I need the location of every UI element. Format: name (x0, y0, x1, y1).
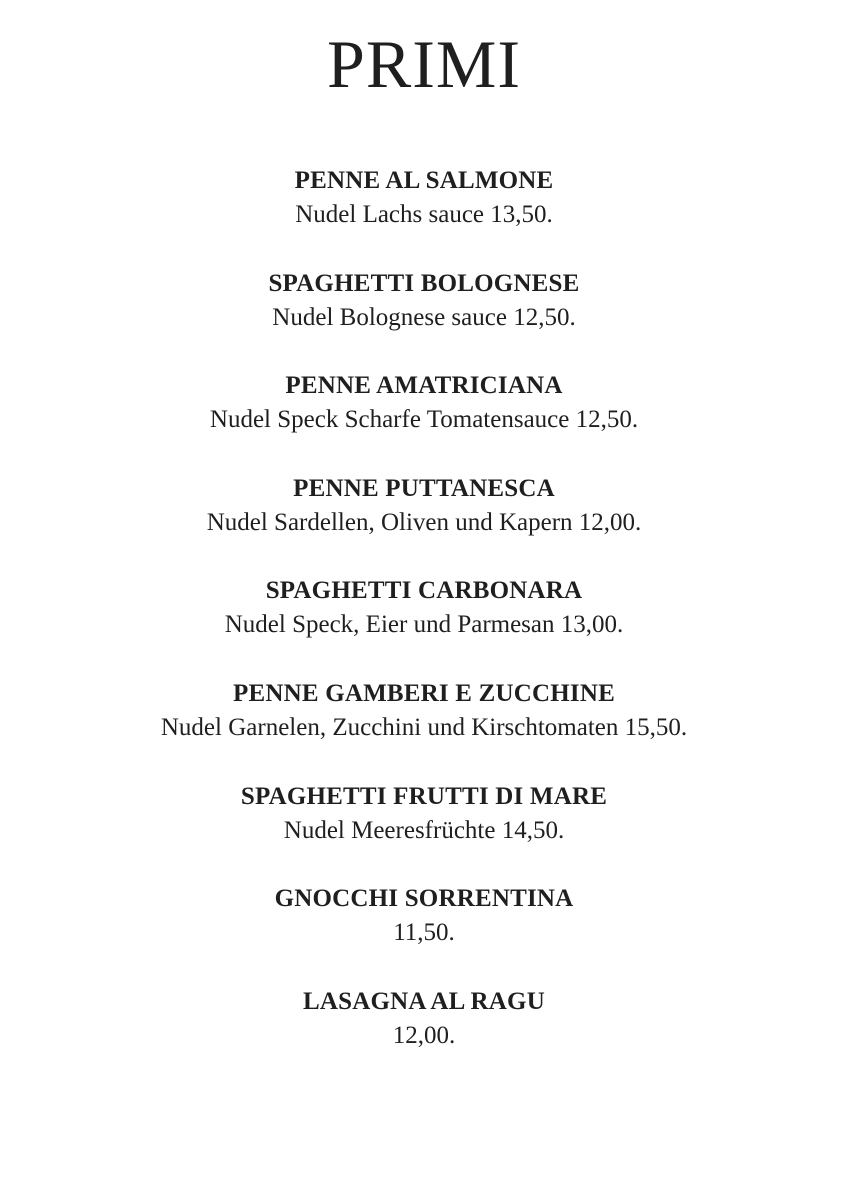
menu-item-penne-gamberi-e-zucchine (0, 677, 848, 780)
menu-item-penne-puttanesca (0, 472, 848, 575)
menu-item-name: GNOCCHI SORRENTINA (274, 885, 574, 913)
menu-item-description: Nudel Sardellen, Oliven und Kapern 12,00. (206, 508, 642, 536)
menu-item-lasagna-al-ragu (0, 985, 848, 1088)
page-title: PRIMI (327, 26, 521, 102)
menu-item-spaghetti-frutti-di-mare (0, 780, 848, 883)
menu-item-description: Nudel Speck Scharfe Tomatensauce 12,50. (209, 406, 639, 434)
menu-item-name: LASAGNA AL RAGU (303, 987, 545, 1015)
menu-item-name: SPAGHETTI CARBONARA (265, 577, 583, 605)
menu-item-description: Nudel Meeresfrüchte 14,50. (283, 816, 565, 844)
menu-item-description: Nudel Lachs sauce 13,50. (295, 201, 553, 228)
menu-item-name: SPAGHETTI FRUTTI DI MARE (240, 782, 608, 810)
menu-item-gnocchi-sorrentina (0, 882, 848, 985)
menu-item-penne-al-salmone (0, 164, 848, 267)
menu-item-name: PENNE GAMBERI E ZUCCHINE (233, 679, 615, 707)
menu-item-description: Nudel Bolognese sauce 12,50. (272, 303, 576, 331)
menu-item-name: PENNE AL SALMONE (294, 167, 554, 194)
menu-item-name: SPAGHETTI BOLOGNESE (268, 269, 580, 297)
menu-item-description: 11,50. (393, 919, 455, 947)
menu-item-spaghetti-carbonara (0, 574, 848, 677)
menu-item-spaghetti-bolognese (0, 267, 848, 370)
menu-item-name: PENNE AMATRICIANA (285, 372, 563, 400)
menu-item-penne-amatriciana (0, 369, 848, 472)
menu-item-description: Nudel Speck, Eier und Parmesan 13,00. (224, 611, 624, 639)
menu-item-description: Nudel Garnelen, Zucchini und Kirschtomaten 15,50. (160, 713, 688, 741)
menu-item-description: 12,00. (392, 1021, 456, 1049)
menu-list (0, 164, 848, 1087)
menu-item-name: PENNE PUTTANESCA (293, 474, 555, 502)
